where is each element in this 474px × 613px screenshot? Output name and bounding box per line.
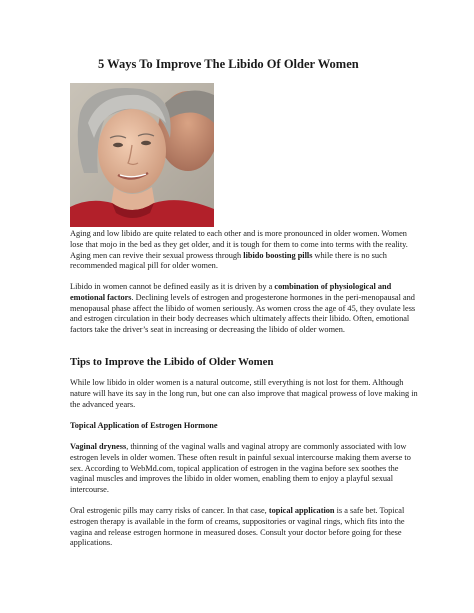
document-title: 5 Ways To Improve The Libido Of Older Women <box>98 57 359 71</box>
physiological-factors-text: combination of physiological and emotional factors <box>70 282 392 302</box>
intro-text-2: while there is no such recommended magical pill for older women. <box>70 250 387 271</box>
dryness-paragraph <box>70 442 418 496</box>
vaginal-dryness-text: Vaginal dryness <box>70 442 127 451</box>
causes-text-1: Libido in women cannot be defined easily as it is driven by a <box>70 282 275 291</box>
dryness-text: , thinning of the vaginal walls and vaginal atropy are commonly associated with low estrogen levels in older women. These often result in painful sexual intercourse making them averse to sex. According to WebMd.com, topical application of estrogen in the vagina before sex soothes the vaginal muscles and improves the libido in older women, enabling them to enjoy a playful sexual intercourse. <box>70 442 411 495</box>
couple-photo <box>70 83 214 227</box>
oral-text-1: Oral estrogenic pills may carry risks of cancer. In that case, <box>70 506 269 515</box>
topical-heading: Topical Application of Estrogen Hormone <box>70 421 218 430</box>
tips-intro-paragraph: While low libido in older women is a natural outcome, still everything is not lost for them. Although nature will have its say in the long run, but one can also improve that magical prowess of love making in the advanced years. <box>70 378 418 409</box>
topical-application-text: topical application <box>268 506 335 515</box>
libido-boosting-pills-text: libido boosting pills <box>243 250 313 260</box>
causes-text-2: . Declining levels of estrogen and progesterone hormones in the peri-menopausal and menopausal phase affect the libido of women seriously. As women cross the age of 45, they ovulate less and estrogen circulation in their body decreases which ultimately affects their libido. Often, emotional factors take the driver’s seat in increasing or decreasing the libido of older women. <box>70 292 416 335</box>
oral-paragraph <box>70 506 418 549</box>
oral-text-2: is a safe bet. Topical estrogen therapy is available in the form of creams, suppositories or vaginal rings, which fits into the vagina and release estrogen hormone in measured doses. Consult your doctor before going for these applications. <box>70 506 405 548</box>
tips-heading: Tips to Improve the Libido of Older Women <box>70 356 274 368</box>
causes-paragraph <box>70 282 418 336</box>
intro-paragraph <box>70 229 418 272</box>
intro-text-1: Aging and low libido are quite related to each other and is more pronounced in older women. Women lose that mojo in the bed as they get older, and it is tough for them to come into terms with the reality. Aging men can revive their sexual prowess through <box>70 229 408 260</box>
